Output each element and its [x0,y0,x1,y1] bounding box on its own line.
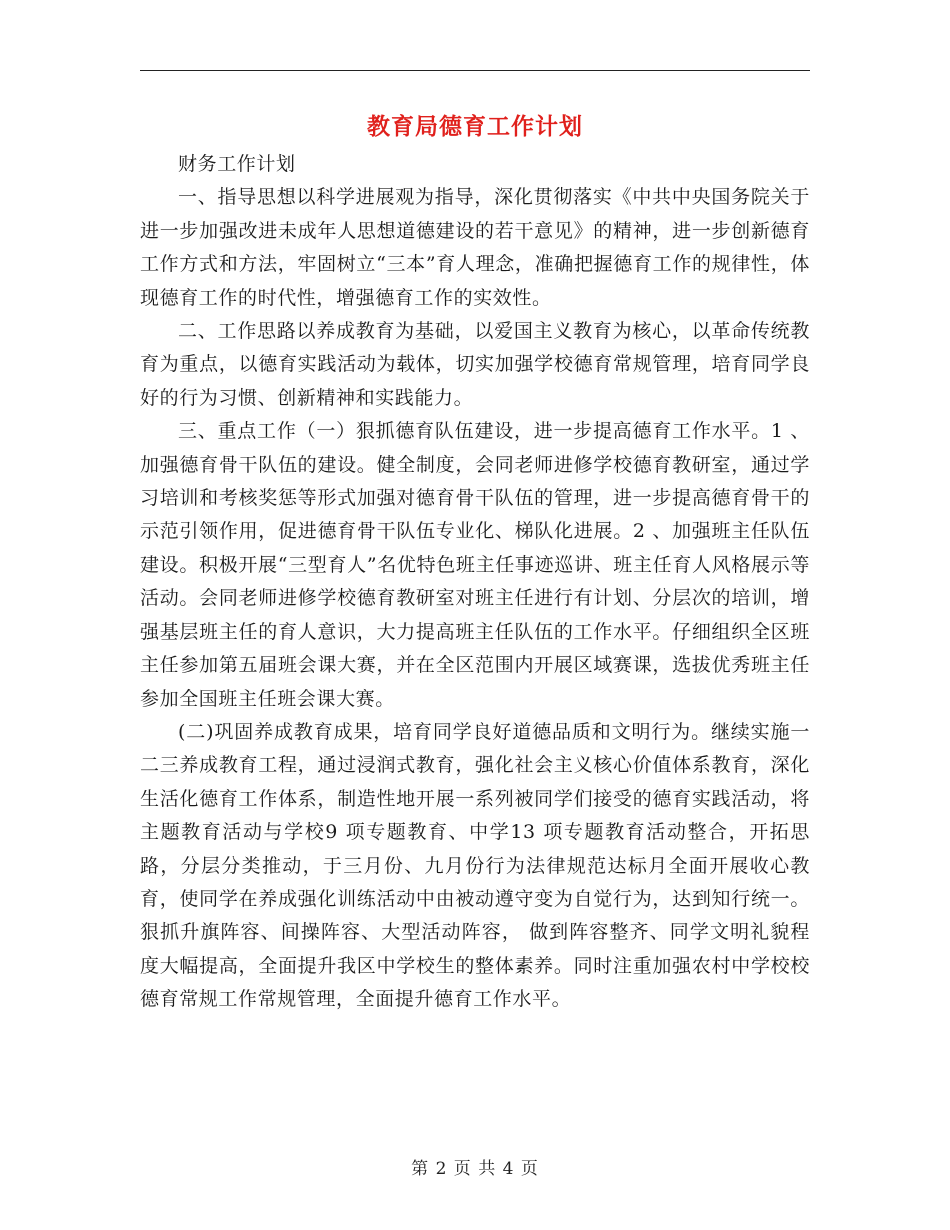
paragraph-subtitle: 财务工作计划 [178,153,296,175]
paragraph-work-approach: 二、工作思路以养成教育为基础，以爱国主义教育为核心，以革命传统教育为重点，以德育实践活动为载体，切实加强学校德育常规管理，培育同学良好的行为习惯、创新精神和实践能力。 [140,320,810,409]
paragraph-key-work-one: 三、重点工作（一）狠抓德育队伍建设，进一步提高德育工作水平。1 、加强德育骨干队伍的建设。健全制度，会同老师进修学校德育教研室，通过学习培训和考核奖惩等形式加强对德育骨干队伍的管理，进一步提高德育骨干的示范引领作用，促进德育骨干队伍专业化、梯队化进展。2 、加强班主任队伍建设。积极开展“三型育人”名优特色班主任事迹巡讲、班主任育人风格展示等活动。会同老师进修学校德育教研室对班主任进行有计划、分层次的培训，增强基层班主任的育人意识，大力提高班主任队伍的工作水平。仔细组织全区班主任参加第五届班会课大赛，并在全区范围内开展区域赛课，选拔优秀班主任参加全国班主任班会课大赛。 [140,420,810,710]
paragraph-guiding-ideology: 一、指导思想以科学进展观为指导，深化贯彻落实《中共中央国务院关于进一步加强改进未成年人思想道德建设的若干意见》的精神，进一步创新德育工作方式和方法，牢固树立“三本”育人理念，准确把握德育工作的规律性，体现德育工作的时代性，增强德育工作的实效性。 [140,186,810,309]
paragraph-key-work-two: (二)巩固养成教育成果，培育同学良好道德品质和文明行为。继续实施一二三养成教育工程，通过浸润式教育，强化社会主义核心价值体系教育，深化生活化德育工作体系，制造性地开展一系列被同学们接受的德育实践活动，将主题教育活动与学校9 项专题教育、中学13 项专题教育活动整合，开拓思路，分层分类推动，于三月份、九月份行为法律规范达标月全面开展收心教育，使同学在养成强化训练活动中由被动遵守变为自觉行为，达到知行统一。 狠抓升旗阵容、间操阵容、大型活动阵容， 做到阵容整齐、同学文明礼貌程度大幅提高，全面提升我区中学校生的整体素养。同时注重加强农村中学校校德育常规工作常规管理，全面提升德育工作水平。 [140,720,810,1011]
header-rule [140,70,810,71]
document-title: 教育局德育工作计划 [367,113,583,140]
document-body [140,148,810,1017]
page-number-footer: 第 2 页 共 4 页 [411,1159,539,1179]
